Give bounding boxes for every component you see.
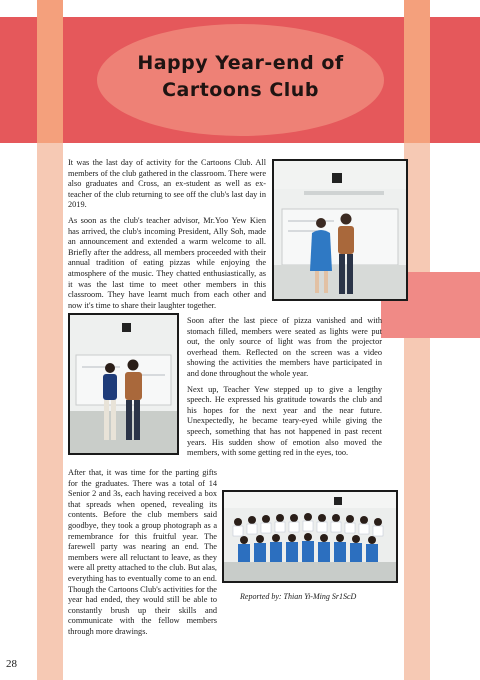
paragraph-3: Soon after the last piece of pizza vanished and with stomach filled, members were seated as lights were put out, the only source of light was from the projector overhead them. Reflected on the screen was a video showing the activities the members have participated in and done throughout the whole year. <box>187 316 382 378</box>
paragraph-1: It was the last day of activity for the Cartoons Club. All members of the club gathered in the classroom. There were also graduates and Cross, an ex-student as well as ex-teacher of the club returning to see off the club's last day in 2019. <box>68 158 266 210</box>
photo-teacher-president <box>272 159 408 301</box>
photo-teacher-president-image <box>274 161 406 299</box>
photo-group <box>222 490 398 583</box>
banner-stripe-left <box>37 0 63 143</box>
text-block-2 <box>187 316 382 464</box>
paragraph-2: As soon as the club's teacher advisor, Mr.Yoo Yew Kien has arrived, the club's incoming President, Ally Soh, made an announcement and extended a warm welcome to all. Briefly after the address, all members proceeded with their annual tradition of eating pizzas while enjoying the atmosphere of the music. They chatted enthusiastically, as it was the last time to meet other members in this classroom. They have learnt much from each other and now it's time to share their laughter together. <box>68 215 266 310</box>
title-line-1: Happy Year-end of <box>137 52 344 74</box>
paragraph-4: Next up, Teacher Yew stepped up to give a lengthy speech. He expressed his gratitude towards the club and his hopes for the next year and the near future. Unexpectedly, he became teary-eyed while giving the speech, something that has not happened in past recent years. His sudden show of emotion also moved the members, with some getting red in the eyes, too. <box>187 384 382 458</box>
paragraph-5: After that, it was time for the parting gifts for the graduates. There was a total of 14 Senior 2 and 3s, each having received a box that spreads when opened, revealing its contents. Before the club members said goodbye, they took a group photograph as a remembrance for this fruitful year. The farewell party was nearing an end. The members were all reluctant to leave, as they were all pretty attached to the club. But alas, everything has to eventually come to an end. Though the Cartoons Club's activities for the year had ended, they would still be able to constantly brush up their skills and communicate with the fellow members through more drawings. <box>68 468 217 636</box>
photo-group-image <box>224 492 396 581</box>
photo-teacher-student-image <box>70 315 177 453</box>
text-block-1 <box>68 158 266 316</box>
page-title <box>97 50 384 104</box>
title-line-2: Cartoons Club <box>162 79 319 101</box>
banner-stripe-right <box>404 0 430 143</box>
text-block-3 <box>68 468 217 643</box>
page-number: 28 <box>6 658 17 670</box>
report-credit: Reported by: Thian Yi-Ming Sr1ScD <box>240 592 357 601</box>
photo-teacher-student <box>68 313 179 455</box>
